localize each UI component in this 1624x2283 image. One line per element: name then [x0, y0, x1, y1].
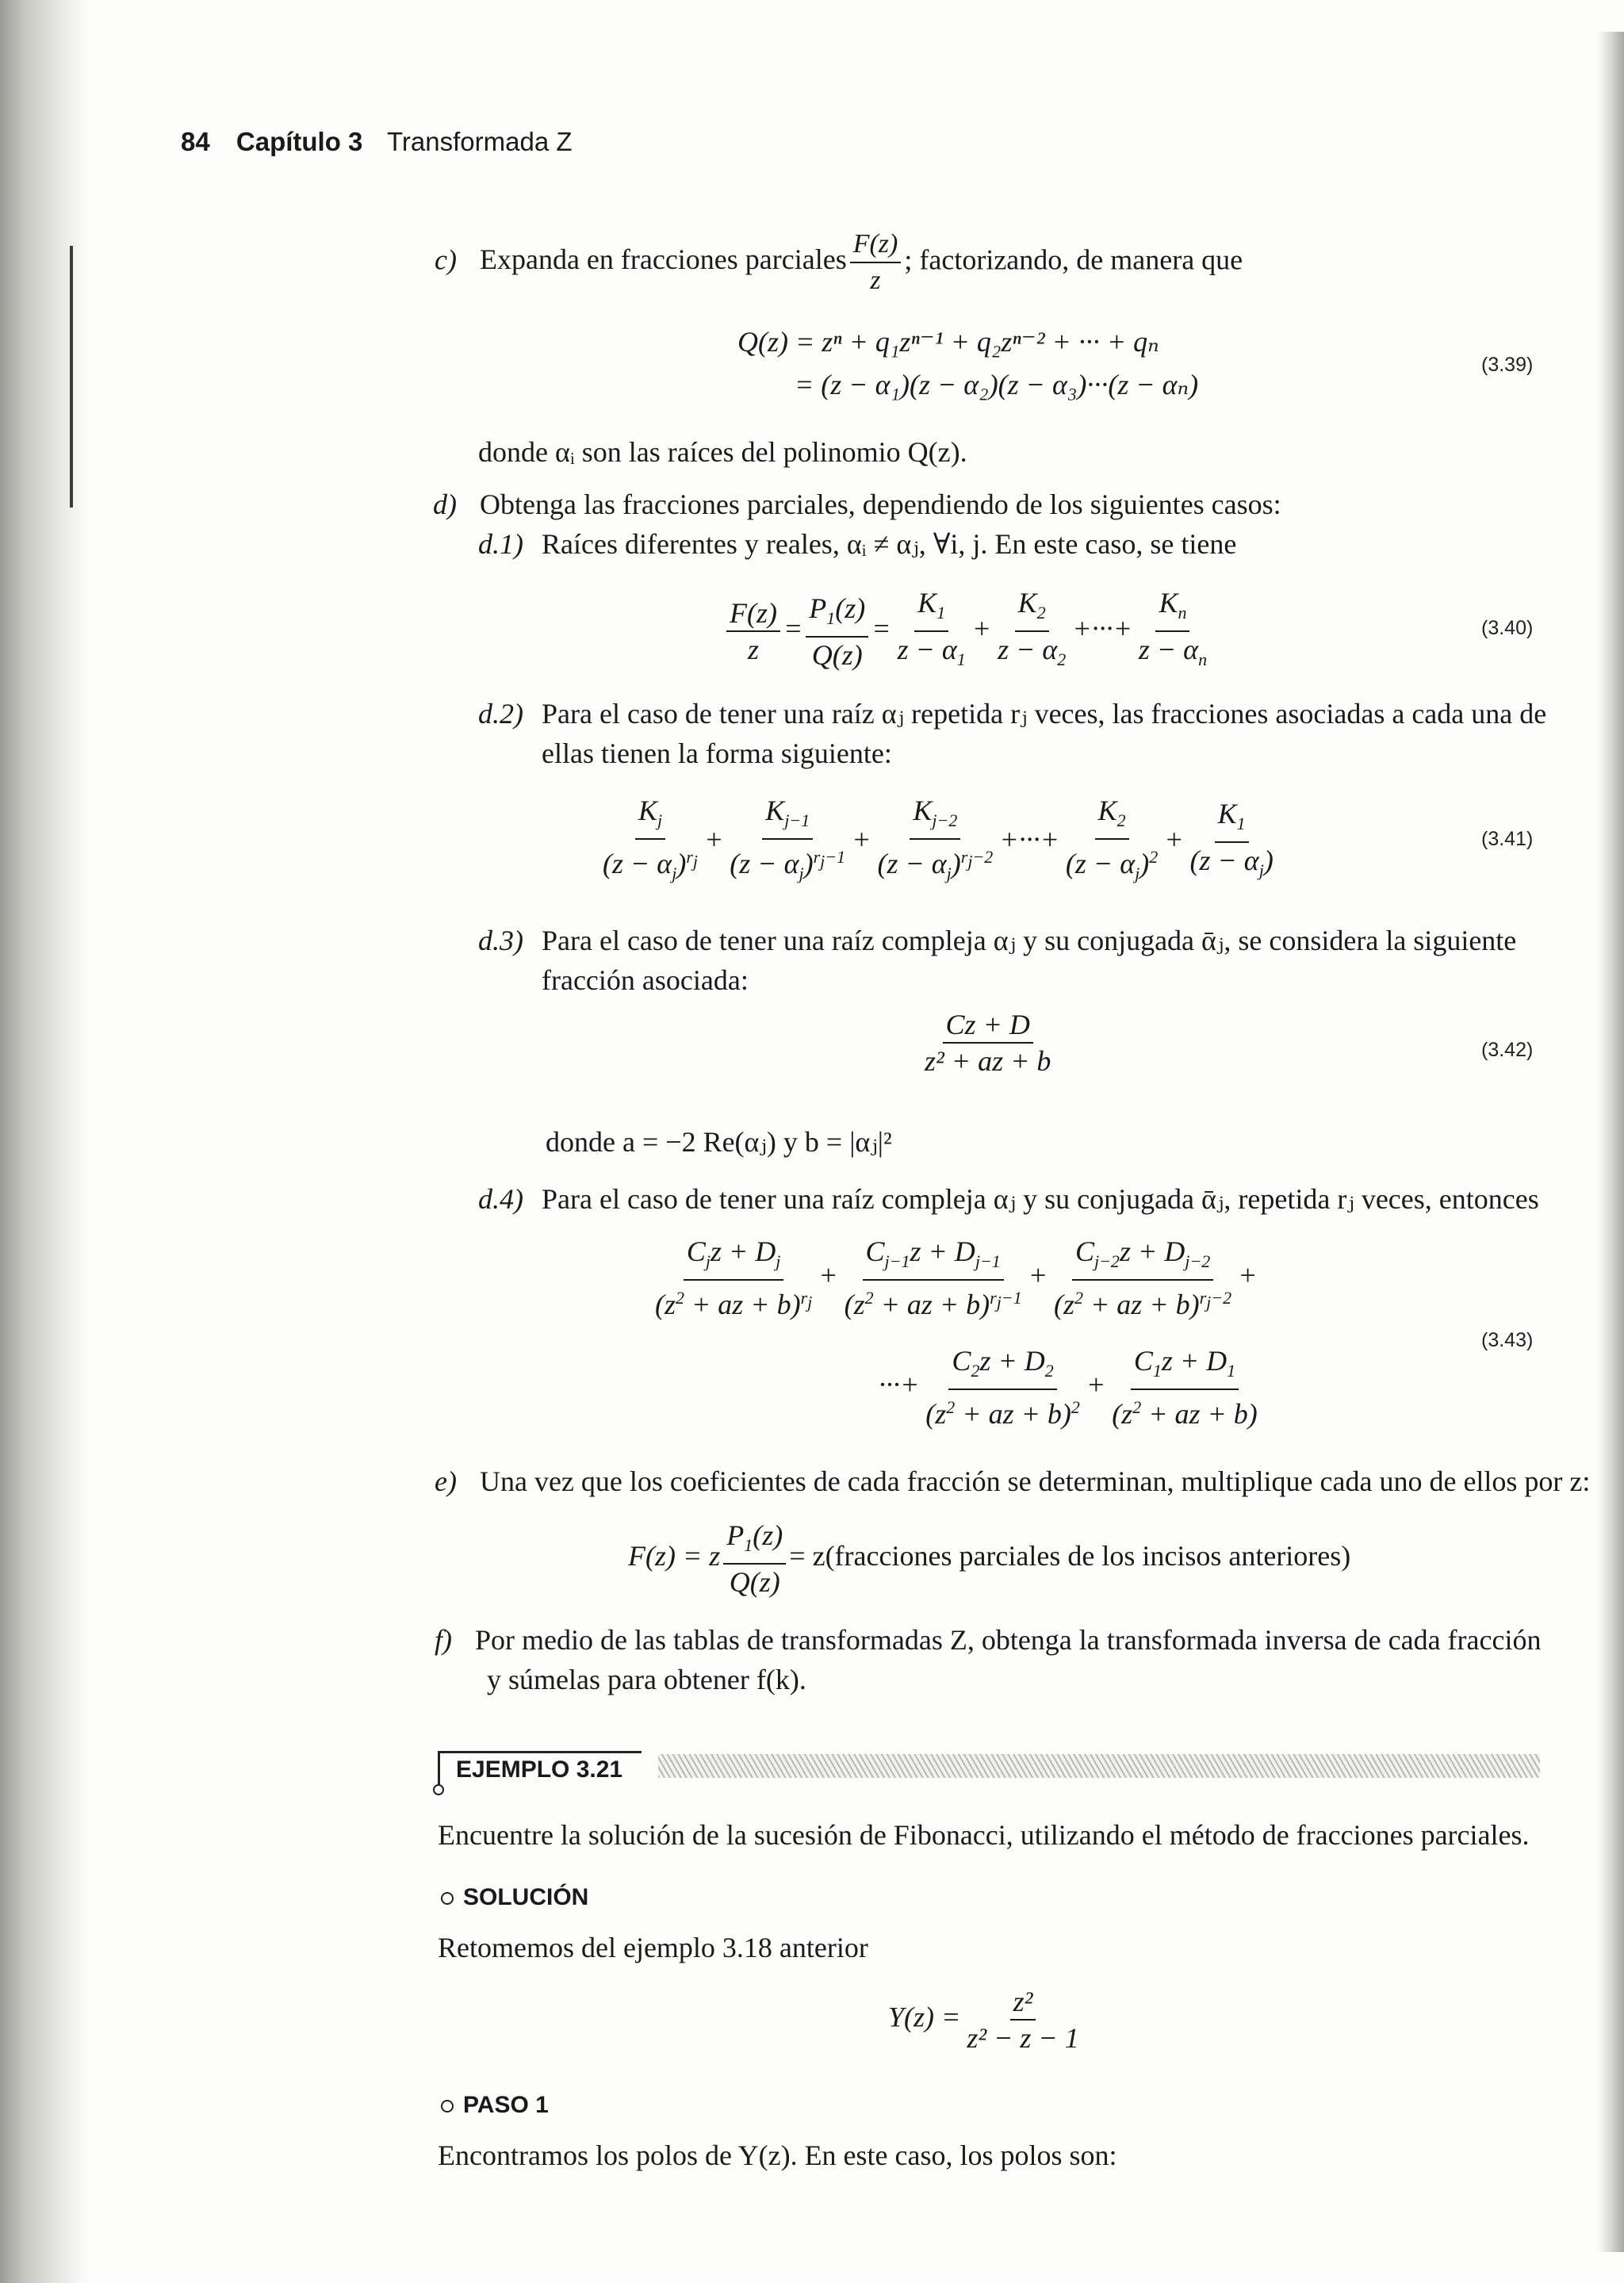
eq-3-39-line1: Q(z) = zⁿ + q₁zⁿ⁻¹ + q₂zⁿ⁻² + ··· + qₙ — [737, 326, 1159, 358]
item-d3-text2: fracción asociada: — [542, 964, 749, 996]
circle-bullet-icon — [441, 1892, 454, 1905]
eq-y-of-z: Y(z) = $\frac{\text{z²}}{\text{z² − z − 1}}$ — [888, 1986, 1079, 2054]
item-d-text: Obtenga las fracciones parciales, dependiendo de los siguientes casos: — [480, 488, 1281, 520]
item-d-label: d) — [433, 488, 457, 520]
item-e-text: Una vez que los coeficientes de cada fracción se determinan, multiplique cada uno de ellos por z: — [479, 1465, 1591, 1497]
eq-3-43-line1: $\frac{C_jz + D_j}{(z^2 + az + b)^{r_j}}$ + $\frac{C_{j-1}z + D_{j-1}}{(z^2 + az + b)^{r_j-1}}$ + $\frac{C_{j-2}z + D_{j-2}}{(z^2 + az + b)^{r_j-2}}$ + — [655, 1235, 1258, 1321]
item-e — [435, 1464, 1590, 1499]
item-f-label: f) — [435, 1624, 452, 1656]
item-d3 — [478, 923, 1516, 958]
eq-number-3-39: (3.39) — [1481, 354, 1534, 376]
item-e-label: e) — [435, 1465, 457, 1497]
item-f-text2: y súmelas para obtener f(k). — [487, 1664, 806, 1695]
example-statement: Encuentre la solución de la sucesión de Fibonacci, utilizando el método de fracciones parciales. — [438, 1819, 1530, 1851]
eq-3-42: $\frac{Cz + D}{\text{z² + az + b}}$ — [925, 1009, 1051, 1077]
page-edge-shadow — [1597, 32, 1624, 2252]
item-d2-text2: ellas tienen la forma siguiente: — [542, 737, 892, 769]
item-d2-label: d.2) — [478, 698, 523, 730]
eq-3-39-line2: = (z − α₁)(z − α₂)(z − α₃)···(z − αₙ) — [795, 369, 1199, 400]
chapter-title: Transformada Z — [386, 127, 573, 156]
solution-heading: SOLUCIÓN — [441, 1884, 588, 1911]
binding-mark — [70, 246, 73, 508]
item-d4-label: d.4) — [478, 1183, 523, 1215]
circle-bullet-icon — [441, 2100, 454, 2113]
item-d — [433, 487, 1281, 522]
eq-3-43-line2: ···+ $\frac{C_2z + D_2}{(z^2 + az + b)^2}$ + $\frac{C_1z + D_1}{(z^2 + az + b)}$ — [879, 1345, 1258, 1431]
eq-number-3-41: (3.41) — [1481, 828, 1534, 850]
eq-number-3-42: (3.42) — [1481, 1039, 1534, 1061]
item-f — [435, 1622, 1541, 1657]
running-header — [181, 127, 573, 157]
item-d4 — [478, 1182, 1539, 1216]
item-d1 — [478, 527, 1236, 561]
item-c-text2: ; factorizando, de manera que — [904, 243, 1243, 276]
eq-e-rhs: = z(fracciones parciales de los incisos anteriores) — [789, 1539, 1351, 1572]
eq-number-3-43: (3.43) — [1481, 1329, 1534, 1351]
item-d3-label: d.3) — [478, 925, 523, 956]
example-bullet-icon — [433, 1784, 444, 1795]
step-text: Encontramos los polos de Y(z). En este caso, los polos son: — [438, 2139, 1117, 2171]
page-number: 84 — [181, 127, 210, 156]
chapter-label: Capítulo 3 — [236, 127, 363, 156]
item-d3-text1: Para el caso de tener una raíz compleja αⱼ y su conjugada ᾱⱼ, se considera la siguiente — [542, 925, 1517, 956]
example-hatch-band — [658, 1754, 1540, 1778]
item-c-roots: donde αᵢ son las raíces del polinomio Q(z). — [478, 436, 967, 468]
example-header — [438, 1751, 1540, 1784]
item-f-text1: Por medio de las tablas de transformadas Z, obtenga la transformada inversa de cada fracción — [475, 1624, 1542, 1656]
item-d2 — [478, 696, 1546, 731]
eq-number-3-40: (3.40) — [1481, 617, 1534, 639]
item-d4-text: Para el caso de tener una raíz compleja αⱼ y su conjugada ᾱⱼ, repetida rⱼ veces, entonces — [542, 1183, 1539, 1215]
page-binding-shadow — [0, 0, 87, 2283]
eq-e: F(z) = z $\frac{P_1(z)}{Q(z)}$ = z(fracciones parciales de los incisos anteriores) — [628, 1519, 1351, 1599]
solution-text: Retomemos del ejemplo 3.18 anterior — [438, 1932, 868, 1963]
item-d3-where: donde a = −2 Re(αⱼ) y b = |αⱼ|² — [546, 1126, 892, 1158]
eq-3-40: $\frac{F(z)}{z}$ = $\frac{P_1(z)}{Q(z)}$ = $\frac{K_1}{z - \alpha_1}$ + $\frac{K_2}{z - \alpha_2}$ +···+ $\frac{K_n}{z - \alpha_n}$ — [723, 587, 1213, 676]
example-title: EJEMPLO 3.21 — [438, 1751, 642, 1787]
item-c-text: Expanda en fracciones parciales — [479, 243, 847, 276]
item-c-fraction: $\frac{F(z)}{z}$ — [850, 228, 902, 297]
step-heading: PASO 1 — [441, 2092, 549, 2119]
item-d2-text1: Para el caso de tener una raíz αⱼ repetida rⱼ veces, las fracciones asociadas a cada una de — [542, 698, 1547, 730]
item-c-label: c) — [435, 243, 457, 276]
item-d1-label: d.1) — [478, 528, 523, 560]
item-c — [435, 228, 1243, 297]
eq-3-41: $\frac{K_j}{(z - \alpha_j)^{r_j}}$ + $\frac{K_{j-1}}{(z - \alpha_j)^{r_j-1}}$ + $\frac{K_{j-2}}{(z - \alpha_j)^{r_j-2}}$ +···+ $\frac{K_2}{(z - \alpha_j)^2}$ + $\frac{K_1}{(z - \alpha_j)}$ — [603, 795, 1274, 884]
item-d1-text: Raíces diferentes y reales, αᵢ ≠ αⱼ, ∀i, j. En este caso, se tiene — [542, 528, 1237, 560]
